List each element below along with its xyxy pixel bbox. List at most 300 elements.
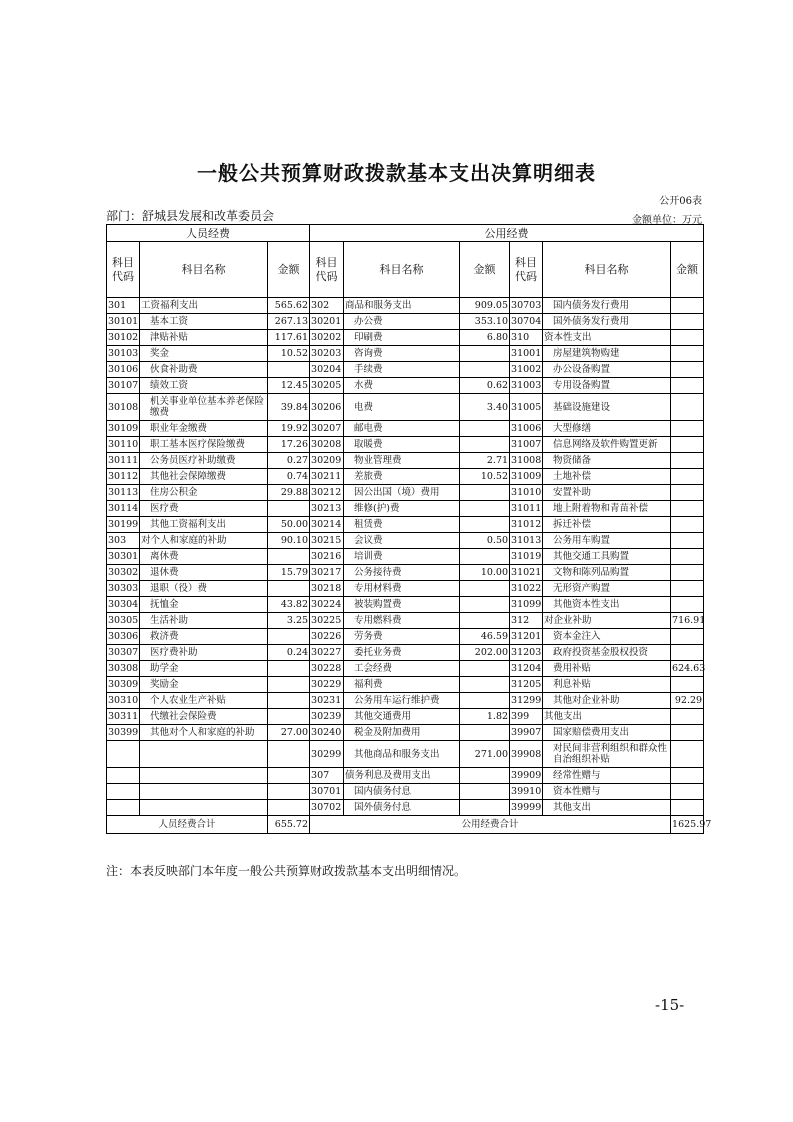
cell-name: 住房公积金 <box>140 485 268 501</box>
cell-name: 利息补贴 <box>543 677 671 693</box>
cell-code: 31012 <box>510 517 543 533</box>
cell-amount <box>268 362 310 378</box>
cell-code: 30112 <box>107 469 140 485</box>
cell-name: 救济费 <box>140 629 268 645</box>
table-row <box>107 501 704 517</box>
cell-name: 医疗费 <box>140 501 268 517</box>
table-row <box>107 784 704 800</box>
header-amount: 金额 <box>460 242 510 298</box>
cell-name: 委托业务费 <box>344 645 460 661</box>
cell-code: 30103 <box>107 346 140 362</box>
cell-name: 基本工资 <box>140 314 268 330</box>
cell-amount <box>671 501 704 517</box>
cell-amount <box>268 784 310 800</box>
cell-amount <box>671 741 704 768</box>
cell-name: 专用燃料费 <box>344 613 460 629</box>
cell-code: 30229 <box>310 677 344 693</box>
table-row <box>107 421 704 437</box>
cell-code: 30224 <box>310 597 344 613</box>
cell-amount: 10.52 <box>460 469 510 485</box>
cell-name: 差旅费 <box>344 469 460 485</box>
cell-name: 职工基本医疗保险缴费 <box>140 437 268 453</box>
cell-amount <box>671 314 704 330</box>
cell-code: 30306 <box>107 629 140 645</box>
cell-code: 30228 <box>310 661 344 677</box>
cell-name: 国外债务发行费用 <box>543 314 671 330</box>
cell-amount: 3.40 <box>460 394 510 421</box>
cell-name <box>140 741 268 768</box>
cell-code: 30107 <box>107 378 140 394</box>
cell-name: 其他资本性支出 <box>543 597 671 613</box>
cell-amount: 0.62 <box>460 378 510 394</box>
cell-code: 30310 <box>107 693 140 709</box>
header-amount: 金额 <box>268 242 310 298</box>
header-name: 科目名称 <box>543 242 671 298</box>
cell-name: 公务用车运行维护费 <box>344 693 460 709</box>
header-code: 科目代码 <box>510 242 543 298</box>
cell-amount <box>268 581 310 597</box>
cell-code: 30213 <box>310 501 344 517</box>
cell-amount <box>671 549 704 565</box>
cell-code: 303 <box>107 533 140 549</box>
cell-amount <box>460 693 510 709</box>
cell-amount: 17.26 <box>268 437 310 453</box>
cell-name: 其他社会保障缴费 <box>140 469 268 485</box>
cell-code: 30299 <box>310 741 344 768</box>
cell-code: 30704 <box>510 314 543 330</box>
header-name: 科目名称 <box>140 242 268 298</box>
cell-code: 31001 <box>510 346 543 362</box>
table-row <box>107 437 704 453</box>
cell-code: 30106 <box>107 362 140 378</box>
table-row <box>107 741 704 768</box>
table-row <box>107 661 704 677</box>
cell-amount <box>268 677 310 693</box>
cell-code: 31009 <box>510 469 543 485</box>
cell-amount: 46.59 <box>460 629 510 645</box>
cell-name: 税金及附加费用 <box>344 725 460 741</box>
cell-code: 30214 <box>310 517 344 533</box>
header-personnel: 人员经费 <box>107 225 310 242</box>
header-code: 科目代码 <box>310 242 344 298</box>
cell-name: 奖金 <box>140 346 268 362</box>
table-row <box>107 298 704 314</box>
cell-name: 劳务费 <box>344 629 460 645</box>
cell-name: 办公费 <box>344 314 460 330</box>
table-row <box>107 565 704 581</box>
cell-amount <box>671 453 704 469</box>
table-row <box>107 629 704 645</box>
cell-amount: 27.00 <box>268 725 310 741</box>
cell-name: 其他工资福利支出 <box>140 517 268 533</box>
cell-name: 津贴补贴 <box>140 330 268 346</box>
cell-code: 30108 <box>107 394 140 421</box>
cell-code: 31021 <box>510 565 543 581</box>
table-row <box>107 517 704 533</box>
cell-amount: 1.82 <box>460 709 510 725</box>
cell-amount <box>268 549 310 565</box>
cell-code: 31299 <box>510 693 543 709</box>
cell-amount <box>268 693 310 709</box>
cell-code: 31002 <box>510 362 543 378</box>
cell-amount <box>671 597 704 613</box>
cell-name: 奖励金 <box>140 677 268 693</box>
cell-code: 30231 <box>310 693 344 709</box>
cell-name: 基础设施建设 <box>543 394 671 421</box>
cell-code: 30399 <box>107 725 140 741</box>
form-code: 公开06表 <box>659 196 702 207</box>
cell-name <box>140 768 268 784</box>
cell-amount <box>460 768 510 784</box>
cell-amount <box>268 709 310 725</box>
cell-amount: 50.00 <box>268 517 310 533</box>
cell-name: 文物和陈列品购置 <box>543 565 671 581</box>
public-total-value: 1625.97 <box>671 816 704 834</box>
cell-code: 39999 <box>510 800 543 816</box>
cell-name: 国内债务付息 <box>344 784 460 800</box>
cell-amount <box>671 533 704 549</box>
cell-name: 信息网络及软件购置更新 <box>543 437 671 453</box>
cell-code: 30201 <box>310 314 344 330</box>
cell-amount <box>671 378 704 394</box>
cell-name: 因公出国（境）费用 <box>344 485 460 501</box>
cell-amount: 19.92 <box>268 421 310 437</box>
cell-amount <box>268 800 310 816</box>
cell-code: 30702 <box>310 800 344 816</box>
cell-code: 30110 <box>107 437 140 453</box>
cell-code: 31019 <box>510 549 543 565</box>
cell-name: 公务员医疗补助缴费 <box>140 453 268 469</box>
cell-amount <box>460 549 510 565</box>
cell-name: 对企业补助 <box>543 613 671 629</box>
cell-code: 30199 <box>107 517 140 533</box>
cell-amount <box>268 629 310 645</box>
cell-amount <box>460 597 510 613</box>
cell-code: 307 <box>310 768 344 784</box>
cell-amount <box>671 437 704 453</box>
cell-code: 30215 <box>310 533 344 549</box>
cell-name: 国内债务发行费用 <box>543 298 671 314</box>
cell-name: 办公设备购置 <box>543 362 671 378</box>
cell-code: 31201 <box>510 629 543 645</box>
cell-name: 对民间非营利组织和群众性自治组织补贴 <box>543 741 671 768</box>
table-row <box>107 346 704 362</box>
cell-code: 39910 <box>510 784 543 800</box>
cell-code: 31003 <box>510 378 543 394</box>
header-row-columns <box>107 242 704 298</box>
cell-name: 土地补偿 <box>543 469 671 485</box>
cell-name: 物资储备 <box>543 453 671 469</box>
cell-amount: 10.52 <box>268 346 310 362</box>
table-row <box>107 677 704 693</box>
table-row <box>107 330 704 346</box>
cell-name: 咨询费 <box>344 346 460 362</box>
personnel-total-label: 人员经费合计 <box>107 816 268 834</box>
cell-code: 30206 <box>310 394 344 421</box>
cell-amount <box>671 565 704 581</box>
cell-name: 抚恤金 <box>140 597 268 613</box>
cell-code: 30113 <box>107 485 140 501</box>
cell-amount <box>460 613 510 629</box>
cell-code: 30305 <box>107 613 140 629</box>
cell-amount <box>671 768 704 784</box>
cell-amount <box>460 485 510 501</box>
cell-amount: 117.61 <box>268 330 310 346</box>
cell-amount <box>460 437 510 453</box>
cell-code: 30203 <box>310 346 344 362</box>
cell-code: 30302 <box>107 565 140 581</box>
cell-code: 30216 <box>310 549 344 565</box>
cell-amount: 267.13 <box>268 314 310 330</box>
unit-label: 金额单位：万元 <box>632 215 702 226</box>
cell-code: 31005 <box>510 394 543 421</box>
table-row <box>107 314 704 330</box>
cell-name: 伙食补助费 <box>140 362 268 378</box>
cell-code: 39909 <box>510 768 543 784</box>
cell-code: 399 <box>510 709 543 725</box>
cell-name: 地上附着物和青苗补偿 <box>543 501 671 517</box>
cell-code: 302 <box>310 298 344 314</box>
cell-amount <box>671 485 704 501</box>
cell-name: 退休费 <box>140 565 268 581</box>
cell-code: 30111 <box>107 453 140 469</box>
cell-name: 绩效工资 <box>140 378 268 394</box>
cell-code <box>107 784 140 800</box>
cell-amount: 12.45 <box>268 378 310 394</box>
cell-name: 被装购置费 <box>344 597 460 613</box>
cell-name: 水费 <box>344 378 460 394</box>
table-row <box>107 709 704 725</box>
cell-amount <box>460 346 510 362</box>
cell-amount: 716.91 <box>671 613 704 629</box>
cell-code: 31006 <box>510 421 543 437</box>
cell-name <box>140 784 268 800</box>
cell-amount <box>671 421 704 437</box>
personnel-total-value: 655.72 <box>268 816 310 834</box>
cell-amount <box>671 330 704 346</box>
cell-code: 31205 <box>510 677 543 693</box>
cell-name: 取暖费 <box>344 437 460 453</box>
cell-code: 30207 <box>310 421 344 437</box>
cell-code: 31008 <box>510 453 543 469</box>
cell-amount: 39.84 <box>268 394 310 421</box>
table-row <box>107 362 704 378</box>
cell-code: 310 <box>510 330 543 346</box>
cell-code: 30114 <box>107 501 140 517</box>
cell-code: 39908 <box>510 741 543 768</box>
cell-code: 312 <box>510 613 543 629</box>
cell-code: 30204 <box>310 362 344 378</box>
cell-code: 30218 <box>310 581 344 597</box>
cell-amount <box>671 346 704 362</box>
cell-amount <box>460 661 510 677</box>
cell-amount: 0.50 <box>460 533 510 549</box>
cell-amount: 353.10 <box>460 314 510 330</box>
cell-amount: 90.10 <box>268 533 310 549</box>
cell-name: 政府投资基金股权投资 <box>543 645 671 661</box>
cell-name: 资本性支出 <box>543 330 671 346</box>
footnote: 注：本表反映部门本年度一般公共预算财政拨款基本支出明细情况。 <box>106 864 467 878</box>
cell-code <box>107 800 140 816</box>
cell-name: 其他对企业补助 <box>543 693 671 709</box>
cell-amount: 6.80 <box>460 330 510 346</box>
cell-code: 30209 <box>310 453 344 469</box>
cell-name: 手续费 <box>344 362 460 378</box>
cell-code: 31204 <box>510 661 543 677</box>
cell-code: 30101 <box>107 314 140 330</box>
cell-name: 工会经费 <box>344 661 460 677</box>
cell-name: 工资福利支出 <box>140 298 268 314</box>
cell-code: 30240 <box>310 725 344 741</box>
cell-amount <box>268 741 310 768</box>
cell-name: 福利费 <box>344 677 460 693</box>
department-label: 部门：舒城县发展和改革委员会 <box>106 209 275 223</box>
cell-code: 30202 <box>310 330 344 346</box>
cell-code: 30208 <box>310 437 344 453</box>
cell-code: 31203 <box>510 645 543 661</box>
cell-code: 30205 <box>310 378 344 394</box>
cell-amount <box>671 629 704 645</box>
cell-name: 拆迁补偿 <box>543 517 671 533</box>
cell-amount <box>671 517 704 533</box>
cell-amount <box>671 362 704 378</box>
cell-name: 国家赔偿费用支出 <box>543 725 671 741</box>
cell-amount <box>268 661 310 677</box>
cell-name: 代缴社会保险费 <box>140 709 268 725</box>
cell-name: 资本性赠与 <box>543 784 671 800</box>
cell-amount <box>460 784 510 800</box>
cell-name: 会议费 <box>344 533 460 549</box>
cell-name: 个人农业生产补贴 <box>140 693 268 709</box>
page-number: -15- <box>655 996 685 1014</box>
cell-amount <box>460 421 510 437</box>
table-row <box>107 645 704 661</box>
cell-amount: 271.00 <box>460 741 510 768</box>
table-row <box>107 378 704 394</box>
table-row <box>107 394 704 421</box>
cell-amount <box>671 800 704 816</box>
cell-name: 其他支出 <box>543 800 671 816</box>
cell-amount <box>671 298 704 314</box>
cell-amount <box>671 581 704 597</box>
cell-amount <box>671 784 704 800</box>
table-row <box>107 469 704 485</box>
table-row <box>107 768 704 784</box>
totals-row <box>107 816 704 834</box>
cell-name <box>140 800 268 816</box>
cell-name: 其他对个人和家庭的补助 <box>140 725 268 741</box>
cell-amount: 92.29 <box>671 693 704 709</box>
cell-name: 离休费 <box>140 549 268 565</box>
cell-name: 房屋建筑物购建 <box>543 346 671 362</box>
cell-name: 其他交通费用 <box>344 709 460 725</box>
cell-name: 生活补助 <box>140 613 268 629</box>
header-name: 科目名称 <box>344 242 460 298</box>
cell-amount <box>671 709 704 725</box>
cell-name: 资本金注入 <box>543 629 671 645</box>
table-row <box>107 485 704 501</box>
cell-name: 专用材料费 <box>344 581 460 597</box>
budget-table <box>106 224 712 834</box>
cell-code: 30226 <box>310 629 344 645</box>
header-row-groups <box>107 225 704 242</box>
cell-amount <box>460 800 510 816</box>
cell-name: 对个人和家庭的补助 <box>140 533 268 549</box>
cell-code <box>107 768 140 784</box>
table-row <box>107 533 704 549</box>
table-row <box>107 549 704 565</box>
cell-code: 30239 <box>310 709 344 725</box>
cell-amount: 565.62 <box>268 298 310 314</box>
cell-name: 印刷费 <box>344 330 460 346</box>
cell-name: 其他交通工具购置 <box>543 549 671 565</box>
cell-name: 培训费 <box>344 549 460 565</box>
page-title: 一般公共预算财政拨款基本支出决算明细表 <box>197 161 596 185</box>
cell-code: 30227 <box>310 645 344 661</box>
table-row <box>107 453 704 469</box>
cell-amount: 10.00 <box>460 565 510 581</box>
cell-code: 31099 <box>510 597 543 613</box>
table-row <box>107 613 704 629</box>
cell-amount <box>460 517 510 533</box>
cell-code: 30304 <box>107 597 140 613</box>
cell-code: 31007 <box>510 437 543 453</box>
cell-name: 经常性赠与 <box>543 768 671 784</box>
cell-amount: 0.27 <box>268 453 310 469</box>
header-amount: 金额 <box>671 242 704 298</box>
cell-code: 30307 <box>107 645 140 661</box>
cell-code: 30211 <box>310 469 344 485</box>
cell-name: 其他商品和服务支出 <box>344 741 460 768</box>
cell-name: 租赁费 <box>344 517 460 533</box>
cell-name: 维修(护)费 <box>344 501 460 517</box>
cell-code: 30109 <box>107 421 140 437</box>
cell-code: 30212 <box>310 485 344 501</box>
cell-name: 费用补贴 <box>543 661 671 677</box>
cell-name: 债务利息及费用支出 <box>344 768 460 784</box>
cell-name: 其他支出 <box>543 709 671 725</box>
public-total-label: 公用经费合计 <box>310 816 671 834</box>
header-code: 科目代码 <box>107 242 140 298</box>
cell-amount <box>671 645 704 661</box>
cell-name: 公务接待费 <box>344 565 460 581</box>
cell-amount <box>460 581 510 597</box>
cell-name: 邮电费 <box>344 421 460 437</box>
cell-amount <box>460 725 510 741</box>
cell-code: 30217 <box>310 565 344 581</box>
cell-amount <box>460 501 510 517</box>
cell-code: 30309 <box>107 677 140 693</box>
cell-amount: 43.82 <box>268 597 310 613</box>
cell-amount: 3.25 <box>268 613 310 629</box>
cell-code: 301 <box>107 298 140 314</box>
cell-name: 安置补助 <box>543 485 671 501</box>
cell-name: 商品和服务支出 <box>344 298 460 314</box>
cell-amount <box>671 677 704 693</box>
cell-code: 31011 <box>510 501 543 517</box>
cell-name: 国外债务付息 <box>344 800 460 816</box>
cell-amount <box>671 725 704 741</box>
cell-name: 助学金 <box>140 661 268 677</box>
table-row <box>107 581 704 597</box>
cell-name: 职业年金缴费 <box>140 421 268 437</box>
cell-amount: 202.00 <box>460 645 510 661</box>
cell-code: 30311 <box>107 709 140 725</box>
cell-name: 医疗费补助 <box>140 645 268 661</box>
cell-name: 专用设备购置 <box>543 378 671 394</box>
cell-amount: 624.63 <box>671 661 704 677</box>
cell-amount <box>460 362 510 378</box>
